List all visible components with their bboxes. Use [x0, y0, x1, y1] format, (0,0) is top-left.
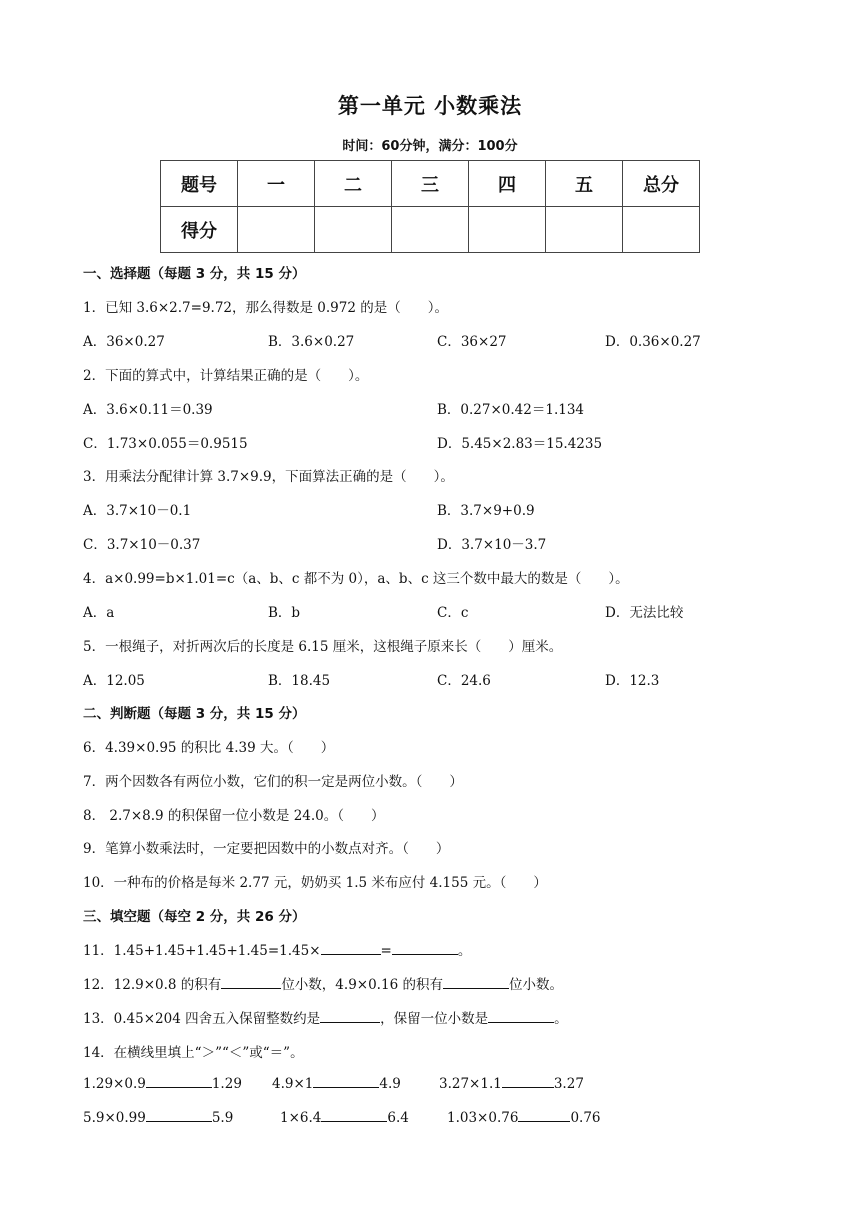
q1-option-b: B．3.6×0.27 [268, 334, 355, 350]
question-10: 10．一种布的价格是每米 2.77 元，奶奶买 1.5 米布应付 4.155 元。（ ） [83, 875, 547, 891]
q14-1-left: 1.29×0.9 [83, 1076, 146, 1092]
q14-1-blank[interactable] [146, 1075, 212, 1088]
q12-blank-2[interactable] [443, 976, 509, 989]
q12-text-b: 位小数，4.9×0.16 的积有 [281, 977, 443, 993]
question-5: 5．一根绳子，对折两次后的长度是 6.15 厘米，这根绳子原来长（ ）厘米。 [83, 639, 563, 655]
q3-option-b: B．3.7×9+0.9 [437, 503, 535, 519]
q13-text-a: 13．0.45×204 四舍五入保留整数约是 [83, 1011, 321, 1027]
question-11 [83, 939, 471, 959]
section-heading-choice: 一、选择题（每题 3 分，共 15 分） [83, 266, 306, 282]
header-cell-3: 三 [392, 161, 469, 207]
q14-6-left: 1.03×0.76 [447, 1110, 519, 1126]
exam-info: 时间：60分钟，满分：100分 [342, 139, 518, 154]
page-title: 第一单元 小数乘法 [337, 94, 523, 118]
q14-compare-5 [280, 1109, 409, 1126]
q11-text-b: = [380, 943, 392, 959]
q1-option-d: D．0.36×0.27 [605, 334, 701, 350]
score-cell-3[interactable] [392, 207, 469, 253]
question-1: 1．已知 3.6×2.7=9.72，那么得数是 0.972 的是（ ）。 [83, 300, 448, 316]
q14-3-left: 3.27×1.1 [439, 1076, 502, 1092]
q14-compare-3 [439, 1075, 584, 1092]
question-6: 6．4.39×0.95 的积比 4.39 大。（ ） [83, 740, 335, 756]
q3-option-d: D．3.7×10－3.7 [437, 537, 547, 553]
q14-compare-2 [272, 1075, 401, 1092]
q14-2-left: 4.9×1 [272, 1076, 314, 1092]
section-heading-fill-in: 三、填空题（每空 2 分，共 26 分） [83, 909, 306, 925]
q4-option-c: C．c [437, 605, 469, 621]
q11-blank-2[interactable] [392, 942, 458, 955]
q13-blank-1[interactable] [320, 1010, 380, 1023]
q14-5-left: 1×6.4 [280, 1110, 322, 1126]
q14-4-right: 5.9 [211, 1110, 234, 1126]
q2-option-a: A．3.6×0.11＝0.39 [83, 402, 213, 418]
score-cell-total[interactable] [623, 207, 700, 253]
q1-option-a: A．36×0.27 [83, 334, 165, 350]
q2-option-d: D．5.45×2.83＝15.4235 [437, 436, 603, 452]
question-9: 9．笔算小数乘法时，一定要把因数中的小数点对齐。（ ） [83, 841, 450, 857]
q12-text-c: 位小数。 [508, 977, 563, 993]
q11-blank-1[interactable] [321, 942, 381, 955]
score-row-label: 得分 [161, 207, 238, 253]
header-cell-label: 题号 [161, 161, 238, 207]
q14-compare-1 [83, 1075, 242, 1092]
q13-blank-2[interactable] [488, 1010, 554, 1023]
q14-6-blank[interactable] [518, 1109, 570, 1122]
q14-4-blank[interactable] [146, 1109, 212, 1122]
section-heading-judgement: 二、判断题（每题 3 分，共 15 分） [83, 706, 306, 722]
q14-compare-4 [83, 1109, 233, 1126]
header-cell-2: 二 [315, 161, 392, 207]
score-table [160, 160, 700, 253]
q11-text-a: 11．1.45+1.45+1.45+1.45=1.45× [83, 943, 321, 959]
q14-2-blank[interactable] [313, 1075, 379, 1088]
q12-blank-1[interactable] [221, 976, 281, 989]
question-4: 4．a×0.99=b×1.01=c（a、b、c 都不为 0），a、b、c 这三个数中最大的数是（ ）。 [83, 571, 629, 587]
question-8: 8． 2.7×8.9 的积保留一位小数是 24.0。（ ） [83, 808, 385, 824]
q4-option-d: D．无法比较 [605, 605, 684, 621]
q14-3-right: 3.27 [553, 1076, 584, 1092]
q14-compare-6 [447, 1109, 601, 1126]
header-cell-4: 四 [469, 161, 546, 207]
q5-option-d: D．12.3 [605, 673, 660, 689]
score-cell-5[interactable] [546, 207, 623, 253]
q4-option-b: B．b [268, 605, 301, 621]
q14-1-right: 1.29 [211, 1076, 242, 1092]
q1-option-c: C．36×27 [437, 334, 507, 350]
q2-option-c: C．1.73×0.055＝0.9515 [83, 436, 248, 452]
question-12 [83, 973, 563, 993]
q12-text-a: 12．12.9×0.8 的积有 [83, 977, 222, 993]
question-3: 3．用乘法分配律计算 3.7×9.9，下面算法正确的是（ ）。 [83, 469, 454, 485]
q14-3-blank[interactable] [502, 1075, 554, 1088]
header-cell-total: 总分 [623, 161, 700, 207]
q14-2-right: 4.9 [379, 1076, 401, 1092]
question-13 [83, 1007, 568, 1027]
q5-option-c: C．24.6 [437, 673, 491, 689]
header-cell-5: 五 [546, 161, 623, 207]
q13-text-c: 。 [554, 1011, 568, 1027]
score-table-score-row [161, 207, 700, 253]
question-2: 2．下面的算式中，计算结果正确的是（ ）。 [83, 368, 369, 384]
q14-5-blank[interactable] [321, 1109, 387, 1122]
q14-4-left: 5.9×0.99 [83, 1110, 146, 1126]
question-7: 7．两个因数各有两位小数，它们的积一定是两位小数。（ ） [83, 774, 463, 790]
q5-option-a: A．12.05 [83, 673, 145, 689]
q14-6-right: 0.76 [570, 1110, 601, 1126]
q13-text-b: ，保留一位小数是 [380, 1011, 489, 1027]
q2-option-b: B．0.27×0.42＝1.134 [437, 402, 584, 418]
q4-option-a: A．a [83, 605, 115, 621]
score-cell-2[interactable] [315, 207, 392, 253]
score-table-header-row [161, 161, 700, 207]
q5-option-b: B．18.45 [268, 673, 331, 689]
header-cell-1: 一 [238, 161, 315, 207]
score-cell-1[interactable] [238, 207, 315, 253]
score-cell-4[interactable] [469, 207, 546, 253]
q14-5-right: 6.4 [387, 1110, 409, 1126]
q3-option-c: C．3.7×10－0.37 [83, 537, 201, 553]
q3-option-a: A．3.7×10－0.1 [83, 503, 192, 519]
question-14: 14．在横线里填上“＞”“＜”或“＝”。 [83, 1045, 304, 1061]
q11-text-c: 。 [457, 943, 472, 959]
